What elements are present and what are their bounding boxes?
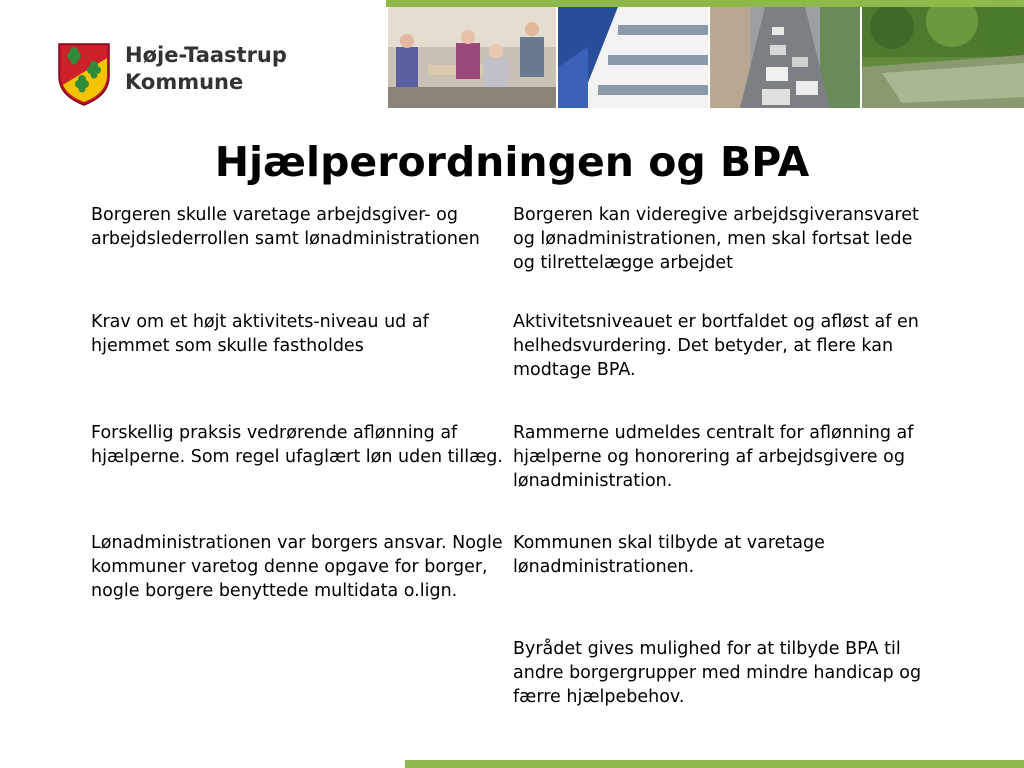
building-balconies-photo <box>558 7 708 108</box>
street-traffic-photo <box>710 7 860 108</box>
municipality-logo <box>57 42 317 108</box>
right-cell-row-4: Kommunen skal tilbyde at varetage lønadministrationen. <box>513 533 825 577</box>
river-landscape-photo <box>862 7 1024 108</box>
coat-of-arms-icon <box>57 42 111 106</box>
right-cell-row-3: Rammerne udmeldes centralt for aflønning af hjælperne og honorering af arbejdsgivere og lønadministration. <box>513 423 914 491</box>
logo-line-1: Høje-Taastrup <box>125 43 287 67</box>
right-cell-row-1: Borgeren kan videregive arbejdsgiveransvaret og lønadministrationen, men skal fortsat lede og tilrettelægge arbejdet <box>513 205 919 273</box>
left-cell-row-4: Lønadministrationen var borgers ansvar. Nogle kommuner varetog denne opgave for borger, nogle borgere benyttede multidata o.lign. <box>91 533 503 601</box>
elderly-care-room-photo <box>388 7 556 108</box>
slide-title: Hjælperordningen og BPA <box>214 138 810 186</box>
right-cell-row-2: Aktivitetsniveauet er bortfaldet og afløst af en helhedsvurdering. Det betyder, at flere kan modtage BPA. <box>513 312 919 380</box>
left-cell-row-3: Forskellig praksis vedrørende aflønning af hjælperne. Som regel ufaglært løn uden tillæg. <box>91 423 503 467</box>
left-cell-row-1: Borgeren skulle varetage arbejdsgiver- og arbejdslederrollen samt lønadministrationen <box>91 205 480 249</box>
header-photo-strip <box>386 0 1024 108</box>
right-cell-row-5: Byrådet gives mulighed for at tilbyde BPA til andre borgergrupper med mindre handicap og færre hjælpebehov. <box>513 639 922 707</box>
header-accent-line <box>386 0 1024 7</box>
logo-line-2: Kommune <box>125 70 244 94</box>
municipality-name <box>125 42 287 96</box>
footer-accent-bar <box>405 760 1024 768</box>
left-cell-row-2: Krav om et højt aktivitets-niveau ud af hjemmet som skulle fastholdes <box>91 312 429 356</box>
